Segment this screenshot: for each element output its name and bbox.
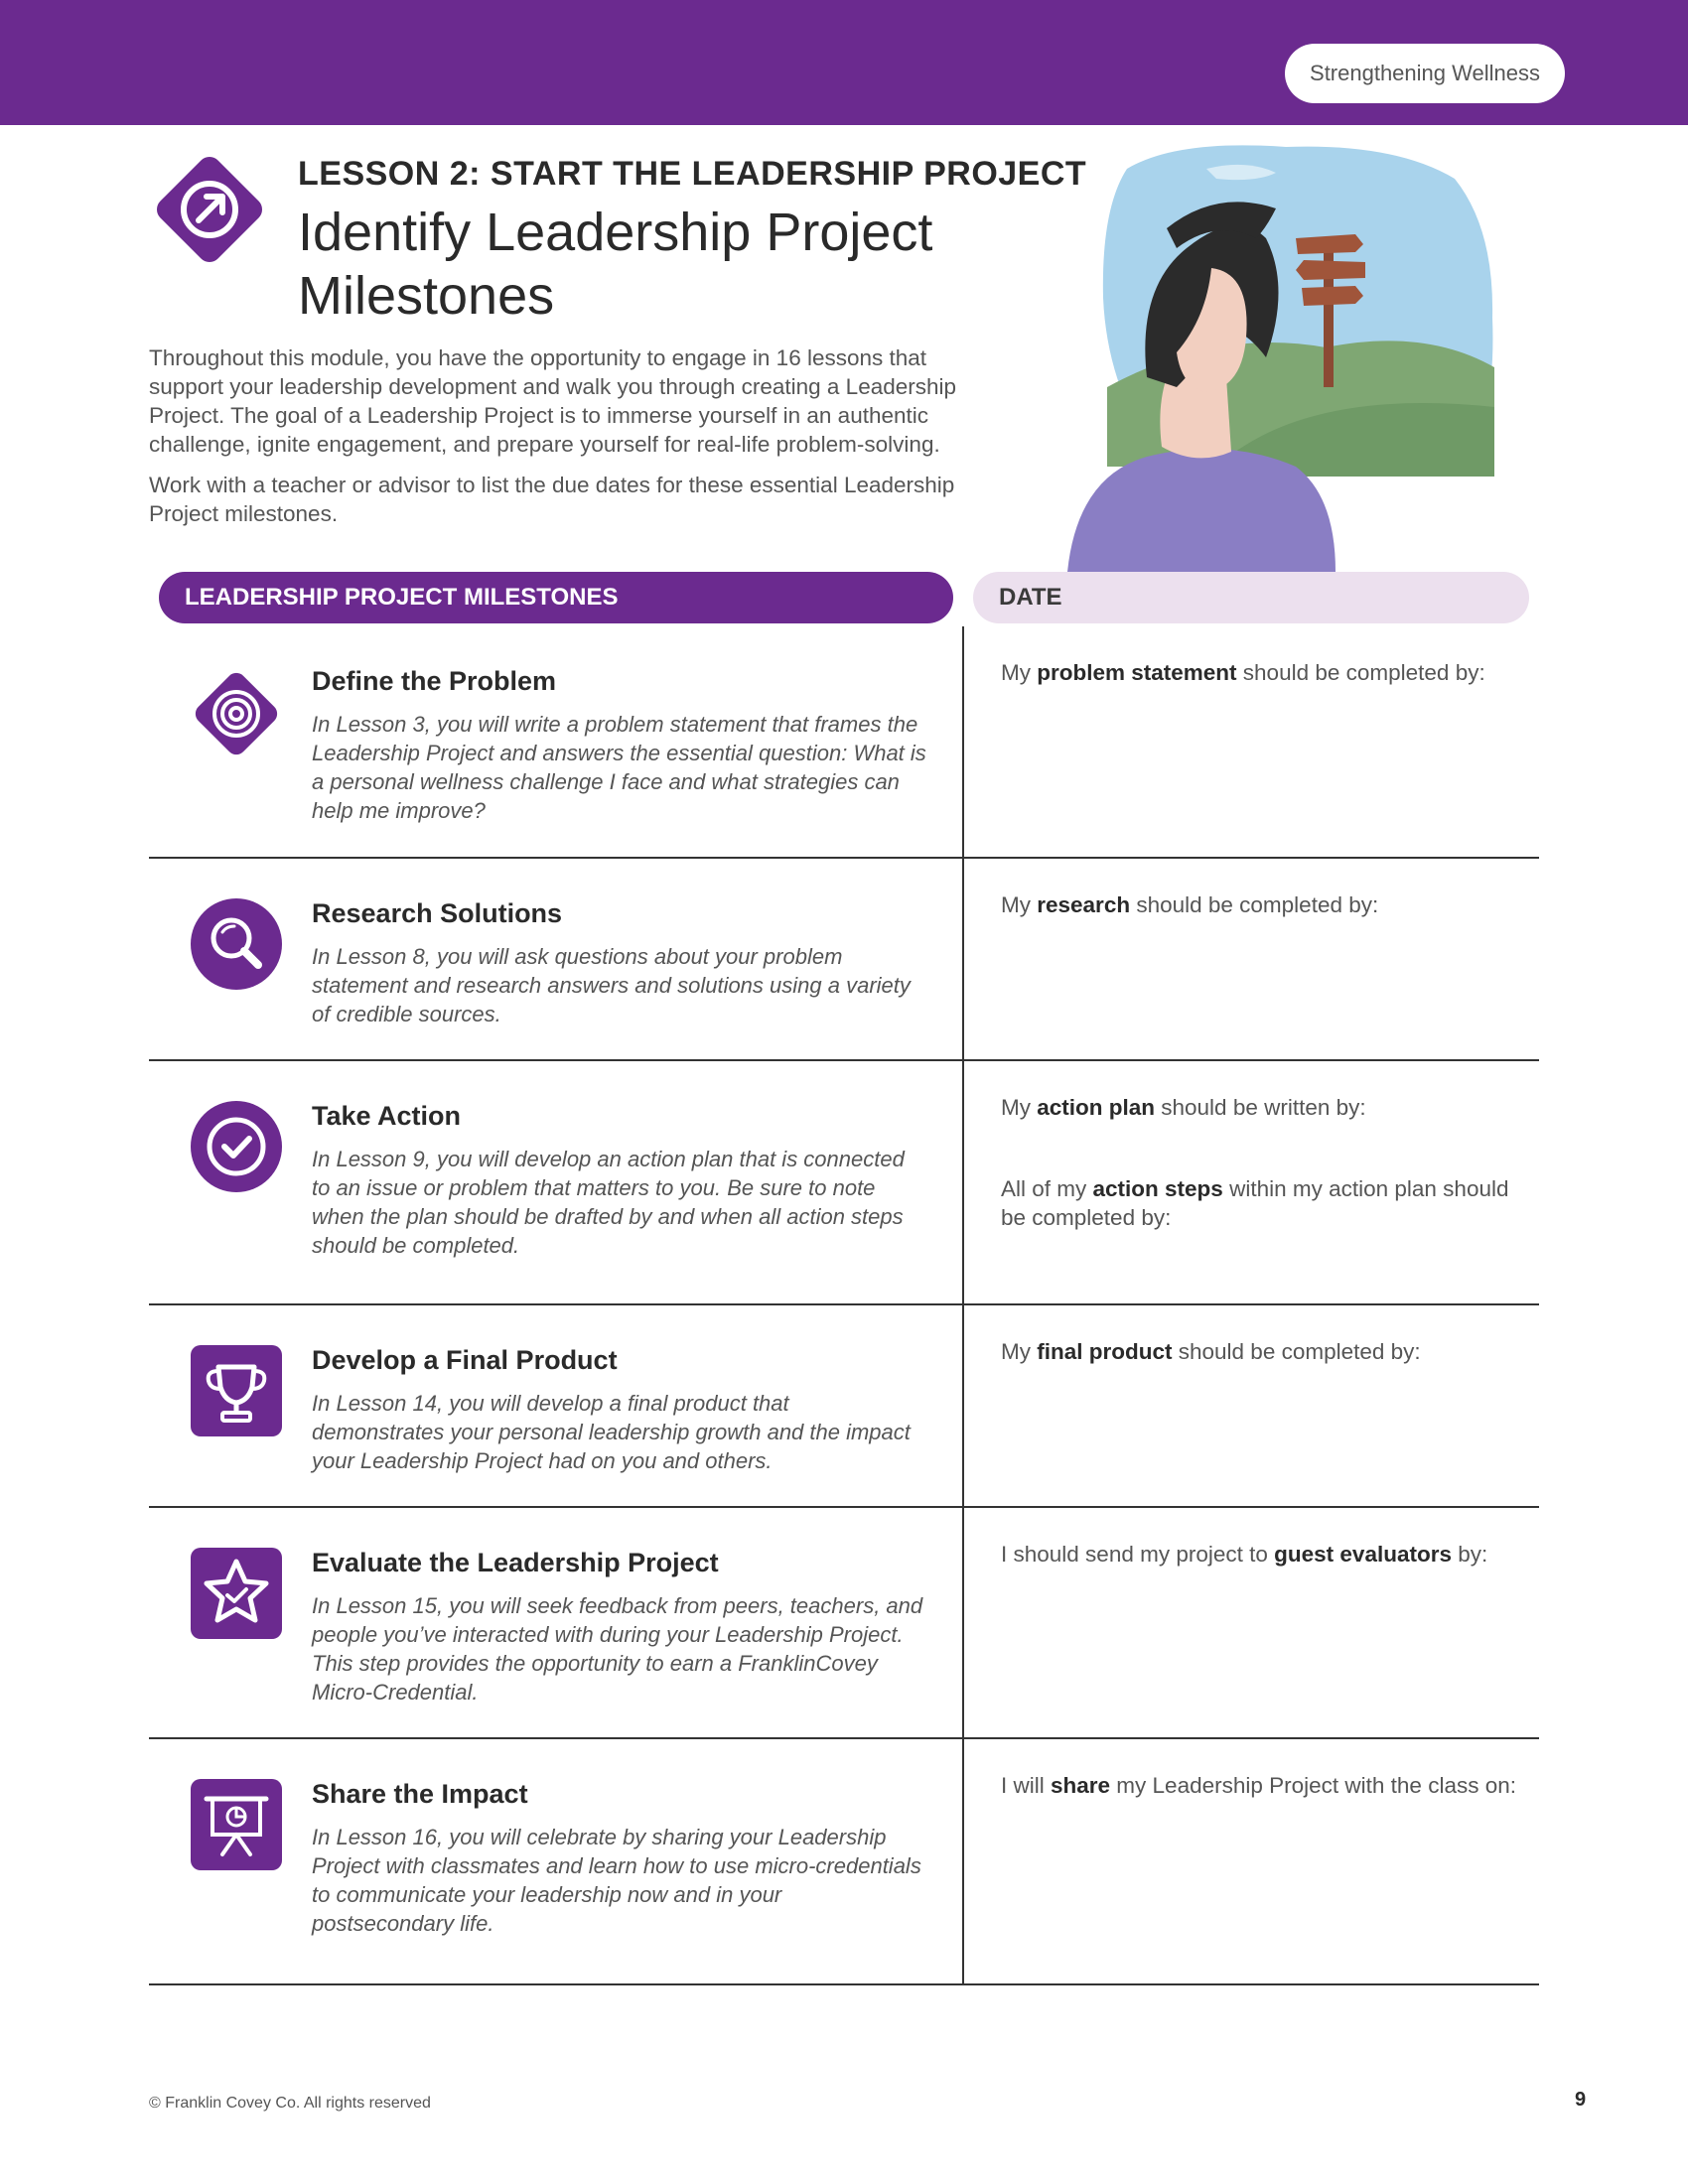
top-banner bbox=[0, 0, 1688, 125]
hero-illustration bbox=[1067, 139, 1504, 572]
checkmark-icon bbox=[187, 1097, 286, 1196]
milestone-date-prompt[interactable]: All of my action steps within my action plan should be completed by: bbox=[1001, 1176, 1509, 1230]
row-separator bbox=[149, 1983, 1539, 1985]
target-icon bbox=[187, 664, 286, 763]
milestone-date-prompt[interactable]: My problem statement should be completed by: bbox=[1001, 660, 1485, 685]
milestone-description: In Lesson 16, you will celebrate by sharing your Leadership Project with classmates and learn how to use micro-credentials to communicate your leadership now and in your postsecondary life. bbox=[312, 1825, 921, 1936]
milestone-description: In Lesson 15, you will seek feedback from peers, teachers, and people you’ve interacted with during your Leadership Project. This step provides the opportunity to earn a FranklinCovey Micro-Credential. bbox=[312, 1593, 923, 1705]
milestone-title: Research Solutions bbox=[312, 898, 563, 928]
milestone-row bbox=[149, 1061, 1539, 1305]
module-badge: Strengthening Wellness bbox=[1285, 44, 1565, 103]
milestone-row bbox=[149, 1739, 1539, 1985]
presentation-icon bbox=[187, 1775, 286, 1874]
milestones-column-header: LEADERSHIP PROJECT MILESTONES bbox=[159, 572, 953, 623]
milestone-date-prompt[interactable]: I will share my Leadership Project with the class on: bbox=[1001, 1773, 1516, 1798]
page-title: Identify Leadership Project Milestones bbox=[298, 203, 933, 326]
star-badge-icon bbox=[187, 1544, 286, 1643]
milestone-description: In Lesson 9, you will develop an action plan that is connected to an issue or problem that matters to you. Be sure to note when the plan should be drafted by and when all action steps should be completed. bbox=[312, 1147, 905, 1258]
trophy-icon bbox=[187, 1341, 286, 1440]
milestone-title: Share the Impact bbox=[312, 1779, 528, 1809]
milestone-description: In Lesson 14, you will develop a final product that demonstrates your personal leadership growth and the impact your Leadership Project had on you and others. bbox=[312, 1391, 911, 1473]
milestone-row bbox=[149, 1305, 1539, 1508]
milestone-date-prompt[interactable]: I should send my project to guest evaluators by: bbox=[1001, 1542, 1488, 1567]
milestone-title: Take Action bbox=[312, 1101, 462, 1131]
milestone-description: In Lesson 3, you will write a problem statement that frames the Leadership Project and answers the essential question: What is a personal wellness challenge I face and what strategies can help me improve? bbox=[312, 712, 926, 823]
magnifier-icon bbox=[187, 894, 286, 994]
lesson-arrow-icon bbox=[147, 147, 272, 272]
page-number: 9 bbox=[1575, 2089, 1587, 2111]
intro-text bbox=[149, 343, 993, 540]
intro-paragraph: Throughout this module, you have the opportunity to engage in 16 lessons that support your leadership development and walk you through creating a Leadership Project. The goal of a Leadership Project is to immerse yourself in an authentic challenge, ignite engagement, and prepare yourself for real-life problem-solving. bbox=[149, 345, 957, 457]
milestone-row bbox=[149, 859, 1539, 1061]
milestone-date-prompt[interactable]: My research should be completed by: bbox=[1001, 892, 1379, 917]
milestone-title: Develop a Final Product bbox=[312, 1345, 618, 1375]
milestone-row bbox=[149, 626, 1539, 859]
milestone-date-prompt[interactable]: My final product should be completed by: bbox=[1001, 1339, 1421, 1364]
milestone-date-prompt[interactable]: My action plan should be written by: bbox=[1001, 1095, 1366, 1120]
intro-paragraph: Work with a teacher or advisor to list the due dates for these essential Leadership Project milestones. bbox=[149, 473, 955, 526]
milestone-title: Evaluate the Leadership Project bbox=[312, 1548, 719, 1577]
milestone-description: In Lesson 8, you will ask questions about your problem statement and research answers and solutions using a variety of credible sources. bbox=[312, 944, 911, 1026]
milestone-row bbox=[149, 1508, 1539, 1739]
lesson-kicker: LESSON 2: START THE LEADERSHIP PROJECT bbox=[298, 155, 1087, 193]
copyright-notice: © Franklin Covey Co. All rights reserved bbox=[149, 2095, 431, 2112]
date-column-header: DATE bbox=[973, 572, 1529, 623]
milestone-title: Define the Problem bbox=[312, 666, 557, 696]
